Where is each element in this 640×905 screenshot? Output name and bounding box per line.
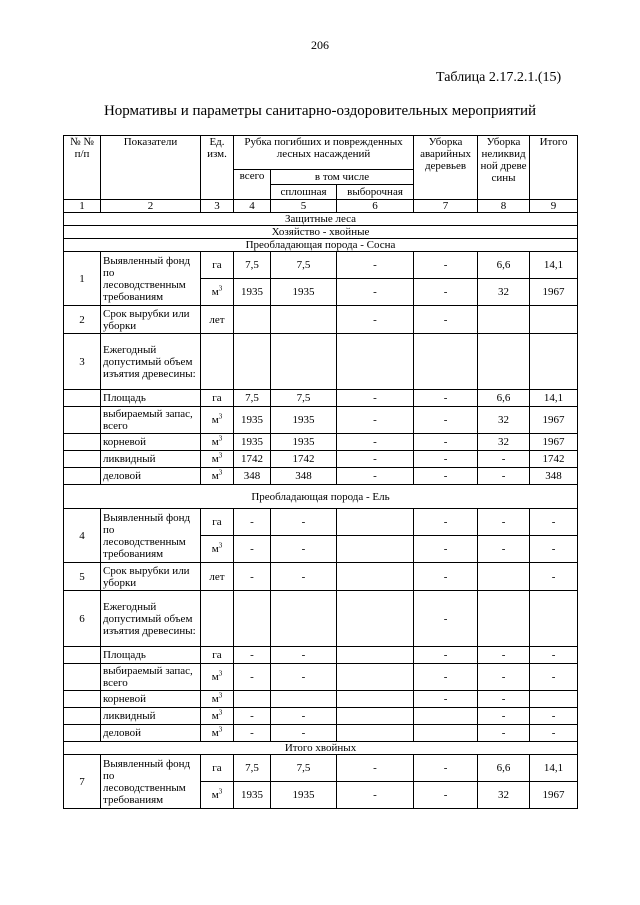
value-cell: 7,5 (271, 755, 337, 782)
section-row (64, 213, 578, 226)
row-label: Площадь (101, 647, 201, 664)
value-cell: 14,1 (530, 755, 578, 782)
value-cell: 7,5 (271, 252, 337, 279)
value-cell: - (271, 563, 337, 591)
unit-cell (201, 451, 234, 468)
value-cell: 1967 (530, 407, 578, 434)
unit-superscript: 3 (218, 691, 223, 700)
value-cell (414, 708, 478, 725)
unit-cell (201, 279, 234, 306)
unit-superscript: 3 (218, 468, 223, 477)
value-cell: 1742 (271, 451, 337, 468)
value-cell: 1935 (234, 407, 271, 434)
value-cell: - (271, 708, 337, 725)
row-number (64, 390, 101, 407)
value-cell: - (478, 725, 530, 742)
value-cell: - (414, 468, 478, 485)
value-cell: - (337, 279, 414, 306)
unit-superscript: 3 (218, 412, 223, 421)
empty-cell (414, 334, 478, 390)
empty-cell (201, 334, 234, 390)
unit-cell (201, 708, 234, 725)
unit-superscript: 3 (218, 541, 223, 550)
table-row (64, 306, 578, 334)
value-cell: - (337, 390, 414, 407)
table-row (64, 252, 578, 279)
value-cell: 6,6 (478, 390, 530, 407)
value-cell (530, 591, 578, 647)
unit-text: м (211, 727, 219, 739)
empty-cell (234, 334, 271, 390)
header-itogo: Итого (530, 136, 578, 200)
value-cell: 1935 (234, 782, 271, 809)
value-cell: - (234, 509, 271, 536)
value-cell (337, 591, 414, 647)
value-cell (478, 563, 530, 591)
value-cell: 1935 (271, 782, 337, 809)
value-cell: 7,5 (234, 252, 271, 279)
value-cell: - (414, 563, 478, 591)
column-number: 4 (234, 200, 271, 213)
value-cell: - (234, 647, 271, 664)
value-cell: - (271, 647, 337, 664)
value-cell: 14,1 (530, 252, 578, 279)
unit-cell: лет (201, 306, 234, 334)
page-number: 206 (311, 38, 329, 52)
value-cell: - (414, 407, 478, 434)
table-row (64, 708, 578, 725)
section-row (64, 226, 578, 239)
unit-cell (201, 434, 234, 451)
unit-cell (201, 782, 234, 809)
value-cell: - (530, 509, 578, 536)
value-cell: 32 (478, 279, 530, 306)
value-cell: - (530, 647, 578, 664)
value-cell (530, 306, 578, 334)
section-total_conifers: Итого хвойных (64, 742, 578, 755)
table-row (64, 509, 578, 536)
unit-cell (201, 691, 234, 708)
unit-text: м (211, 414, 219, 426)
column-number: 5 (271, 200, 337, 213)
unit-superscript: 3 (218, 284, 223, 293)
column-number: 3 (201, 200, 234, 213)
row-label: выбираемый запас, всего (101, 664, 201, 691)
unit-cell (201, 407, 234, 434)
value-cell: - (478, 509, 530, 536)
section-row (64, 239, 578, 252)
unit-superscript: 3 (218, 434, 223, 443)
unit-superscript: 3 (218, 708, 223, 717)
row-label: выбираемый запас, всего (101, 407, 201, 434)
column-number: 8 (478, 200, 530, 213)
unit-text: м (211, 436, 219, 448)
unit-text: м (211, 671, 219, 683)
row-number: 7 (64, 755, 101, 809)
value-cell: - (414, 509, 478, 536)
table-row (64, 647, 578, 664)
value-cell: - (271, 725, 337, 742)
table-row (64, 691, 578, 708)
value-cell (337, 536, 414, 563)
value-cell: - (414, 536, 478, 563)
value-cell: - (234, 708, 271, 725)
value-cell: 7,5 (271, 390, 337, 407)
row-number (64, 725, 101, 742)
value-cell: 1935 (234, 434, 271, 451)
header-num: № № п/п (64, 136, 101, 200)
row-number (64, 451, 101, 468)
table-row (64, 664, 578, 691)
table-row (64, 755, 578, 782)
unit-cell (201, 536, 234, 563)
value-cell: - (337, 782, 414, 809)
section-pine: Преобладающая порода - Сосна (64, 239, 578, 252)
value-cell (337, 664, 414, 691)
row-number (64, 468, 101, 485)
empty-cell (271, 334, 337, 390)
table-row (64, 451, 578, 468)
value-cell: - (530, 725, 578, 742)
value-cell: - (414, 252, 478, 279)
row-label: Ежегодный допустимый объем изъятия древесины: (101, 591, 201, 647)
header-unit: Ед. изм. (201, 136, 234, 200)
value-cell: - (478, 451, 530, 468)
value-cell (478, 591, 530, 647)
unit-cell: га (201, 509, 234, 536)
value-cell: - (478, 647, 530, 664)
value-cell (530, 691, 578, 708)
row-number (64, 407, 101, 434)
row-number (64, 664, 101, 691)
value-cell (337, 708, 414, 725)
value-cell: - (530, 664, 578, 691)
unit-cell: лет (201, 563, 234, 591)
unit-cell: га (201, 647, 234, 664)
value-cell (234, 591, 271, 647)
column-number: 7 (414, 200, 478, 213)
unit-superscript: 3 (218, 787, 223, 796)
table-row (64, 434, 578, 451)
value-cell: - (271, 536, 337, 563)
value-cell: - (530, 536, 578, 563)
value-cell (234, 306, 271, 334)
value-cell: - (337, 407, 414, 434)
value-cell: 1935 (234, 279, 271, 306)
unit-superscript: 3 (218, 451, 223, 460)
table-row (64, 725, 578, 742)
value-cell: - (414, 782, 478, 809)
unit-text: м (211, 286, 219, 298)
value-cell (478, 306, 530, 334)
value-cell (271, 691, 337, 708)
value-cell: - (414, 390, 478, 407)
value-cell: 6,6 (478, 252, 530, 279)
table-row (64, 563, 578, 591)
value-cell: - (478, 664, 530, 691)
header-indicators: Показатели (101, 136, 201, 200)
value-cell: - (530, 708, 578, 725)
header-solid: сплошная (271, 185, 337, 200)
row-label: корневой (101, 691, 201, 708)
row-label: Выявленный фонд по лесоводственным требованиям (101, 755, 201, 809)
value-cell: - (414, 691, 478, 708)
value-cell: - (337, 468, 414, 485)
value-cell: - (414, 755, 478, 782)
column-number: 6 (337, 200, 414, 213)
row-label: ликвидный (101, 451, 201, 468)
value-cell (271, 591, 337, 647)
value-cell: - (234, 725, 271, 742)
value-cell: 1967 (530, 782, 578, 809)
table-row (64, 334, 578, 390)
value-cell: - (337, 755, 414, 782)
empty-cell (530, 334, 578, 390)
section-spruce: Преобладающая порода - Ель (64, 485, 578, 509)
column-number: 1 (64, 200, 101, 213)
norms-table (63, 135, 578, 809)
unit-cell: га (201, 755, 234, 782)
row-number: 6 (64, 591, 101, 647)
row-label: деловой (101, 468, 201, 485)
header-felling: Рубка погибших и поврежденных лесных насаждений (234, 136, 414, 170)
value-cell: 1935 (271, 407, 337, 434)
table-row (64, 591, 578, 647)
row-label: Срок вырубки или уборки (101, 306, 201, 334)
value-cell: - (414, 451, 478, 468)
row-number: 5 (64, 563, 101, 591)
value-cell: 32 (478, 434, 530, 451)
value-cell: - (478, 708, 530, 725)
section-row (64, 742, 578, 755)
value-cell: 1967 (530, 279, 578, 306)
value-cell: - (414, 279, 478, 306)
row-label: Выявленный фонд по лесоводственным требованиям (101, 509, 201, 563)
unit-superscript: 3 (218, 725, 223, 734)
value-cell: 348 (530, 468, 578, 485)
table-row (64, 390, 578, 407)
value-cell: - (337, 434, 414, 451)
unit-superscript: 3 (218, 669, 223, 678)
section-protective: Защитные леса (64, 213, 578, 226)
unit-text: м (211, 453, 219, 465)
value-cell: 32 (478, 782, 530, 809)
unit-text: м (211, 789, 219, 801)
value-cell: 348 (271, 468, 337, 485)
row-label: Площадь (101, 390, 201, 407)
table-row (64, 407, 578, 434)
value-cell: - (271, 664, 337, 691)
value-cell (414, 725, 478, 742)
value-cell: - (414, 434, 478, 451)
value-cell: - (414, 647, 478, 664)
row-label: корневой (101, 434, 201, 451)
value-cell: - (337, 306, 414, 334)
value-cell (337, 563, 414, 591)
unit-text: м (211, 710, 219, 722)
header-row (64, 136, 578, 170)
row-number: 3 (64, 334, 101, 390)
unit-cell (201, 664, 234, 691)
column-number: 2 (101, 200, 201, 213)
value-cell: 7,5 (234, 390, 271, 407)
row-label: Ежегодный допустимый объем изъятия древесины: (101, 334, 201, 390)
value-cell: - (234, 563, 271, 591)
value-cell: - (234, 664, 271, 691)
row-number (64, 647, 101, 664)
value-cell (271, 306, 337, 334)
value-cell: 348 (234, 468, 271, 485)
table-caption: Таблица 2.17.2.1.(15) (436, 70, 562, 85)
column-numbers-row (64, 200, 578, 213)
empty-cell (478, 334, 530, 390)
unit-cell: га (201, 252, 234, 279)
table-title: Нормативы и параметры санитарно-оздоровительных мероприятий (103, 103, 537, 119)
header-nonliquid: Уборка неликвид ной древе сины (478, 136, 530, 200)
value-cell: 14,1 (530, 390, 578, 407)
value-cell (234, 691, 271, 708)
value-cell: 1935 (271, 434, 337, 451)
unit-cell: га (201, 390, 234, 407)
value-cell (337, 509, 414, 536)
empty-cell (201, 591, 234, 647)
value-cell: 1742 (530, 451, 578, 468)
value-cell: - (414, 591, 478, 647)
row-number (64, 708, 101, 725)
header-total: всего (234, 170, 271, 200)
column-number: 9 (530, 200, 578, 213)
unit-text: м (211, 470, 219, 482)
row-number: 1 (64, 252, 101, 306)
empty-cell (337, 334, 414, 390)
value-cell: 7,5 (234, 755, 271, 782)
header-including: в том числе (271, 170, 414, 185)
unit-cell (201, 468, 234, 485)
value-cell: - (414, 306, 478, 334)
value-cell: - (234, 536, 271, 563)
value-cell (337, 691, 414, 708)
unit-text: м (211, 543, 219, 555)
row-number: 2 (64, 306, 101, 334)
header-selective: выборочная (337, 185, 414, 200)
value-cell: 32 (478, 407, 530, 434)
row-label: ликвидный (101, 708, 201, 725)
value-cell: - (530, 563, 578, 591)
row-label: Выявленный фонд по лесоводственным требованиям (101, 252, 201, 306)
value-cell: - (414, 664, 478, 691)
table-row (64, 468, 578, 485)
value-cell: - (337, 252, 414, 279)
section-row (64, 485, 578, 509)
value-cell: - (478, 536, 530, 563)
header-emergency: Уборка аварийных деревьев (414, 136, 478, 200)
value-cell: 1967 (530, 434, 578, 451)
section-economy: Хозяйство - хвойные (64, 226, 578, 239)
unit-cell (201, 725, 234, 742)
value-cell: - (271, 509, 337, 536)
value-cell: 1742 (234, 451, 271, 468)
row-number (64, 434, 101, 451)
value-cell (337, 647, 414, 664)
row-number: 4 (64, 509, 101, 563)
row-number (64, 691, 101, 708)
value-cell: 1935 (271, 279, 337, 306)
value-cell: - (478, 691, 530, 708)
value-cell: - (337, 451, 414, 468)
value-cell (337, 725, 414, 742)
unit-text: м (211, 693, 219, 705)
row-label: Срок вырубки или уборки (101, 563, 201, 591)
value-cell: 6,6 (478, 755, 530, 782)
row-label: деловой (101, 725, 201, 742)
value-cell: - (478, 468, 530, 485)
